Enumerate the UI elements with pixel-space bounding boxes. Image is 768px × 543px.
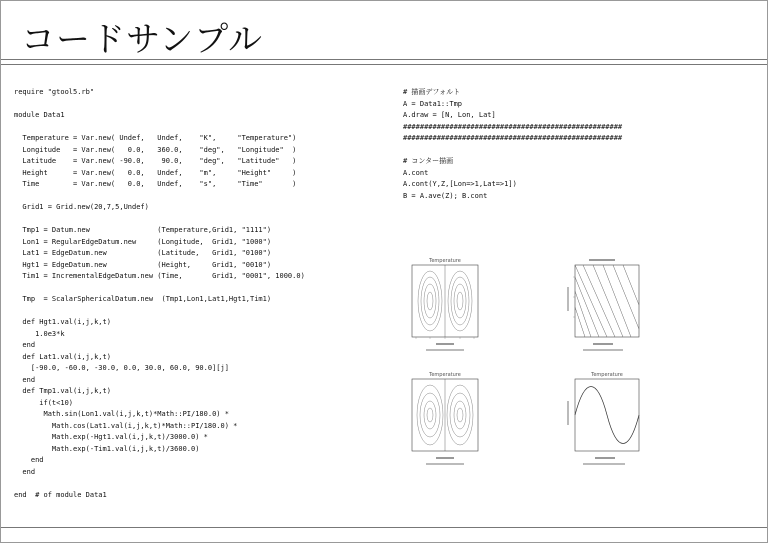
title-rule-bottom [1, 64, 767, 65]
code-block-data-module: require "gtool5.rb" module Data1 Temperature = Var.new( Undef, Undef, "K", "Temperature") Longitude = Var.new( 0.0, 360.0, "deg", "Longitude" ) Latitude = Var.new( -90.0, 90.0, "deg", "Latitude" ) Height = Var.new( 0.0, Undef, "m", "Height" ) Time = Var.new( 0.0, Undef, "s", "Time" ) Grid1 = Grid.new(20,7,5,Undef) Tmp1 = Datum.new (Temperature,Grid1, "1111") Lon1 = RegularEdgeDatum.new (Longitude, Grid1, "1000") Lat1 = EdgeDatum.new (Latitude, Grid1, "0100") Hgt1 = EdgeDatum.new (Height, Grid1, "0010") Tim1 = IncrementalEdgeDatum.new (Time, Grid1, "0001", 1000.0) Tmp = ScalarSphericalDatum.new (Tmp1,Lon1,Lat1,Hgt1,Tim1) def Hgt1.val(i,j,k,t) 1.0e3*k end def Lat1.val(i,j,k,t) [-90.0, -60.0, -30.0, 0.0, 30.0, 60.0, 90.0][j] end def Tmp1.val(i,j,k,t) if(t<10) Math.sin(Lon1.val(i,j,k,t)*Math::PI/180.0) * Math.cos(Lat1.val(i,j,k,t)*Math::PI/180.0) * Math.exp(-Hgt1.val(i,j,k,t)/3000.0) * Math.exp(-Tim1.val(i,j,k,t)/3600.0) end end end # of module Data1 [14, 88, 305, 499]
slide-title: コードサンプル [21, 20, 263, 60]
figure-contour-lon-lat-2 [406, 371, 484, 469]
code-block-drawing: # 描画デフォルト A = Data1::Tmp A.draw = [N, Lon, Lat] #################################################### #################################################### # コンター描画 A.cont A.cont(Y,Z,[Lon=>1,Lat=>1]) B = A.ave(Z); B.cont [403, 88, 623, 200]
figure-title: Temperature [429, 372, 461, 378]
figure-contour-height-time [563, 257, 643, 355]
figure-contour-lon-lat [406, 257, 484, 355]
figure-line-plot [563, 371, 643, 469]
footer-rule [1, 527, 767, 528]
figure-title: Temperature [591, 372, 623, 378]
figure-title: Temperature [429, 258, 461, 264]
title-rule-top [1, 59, 767, 60]
